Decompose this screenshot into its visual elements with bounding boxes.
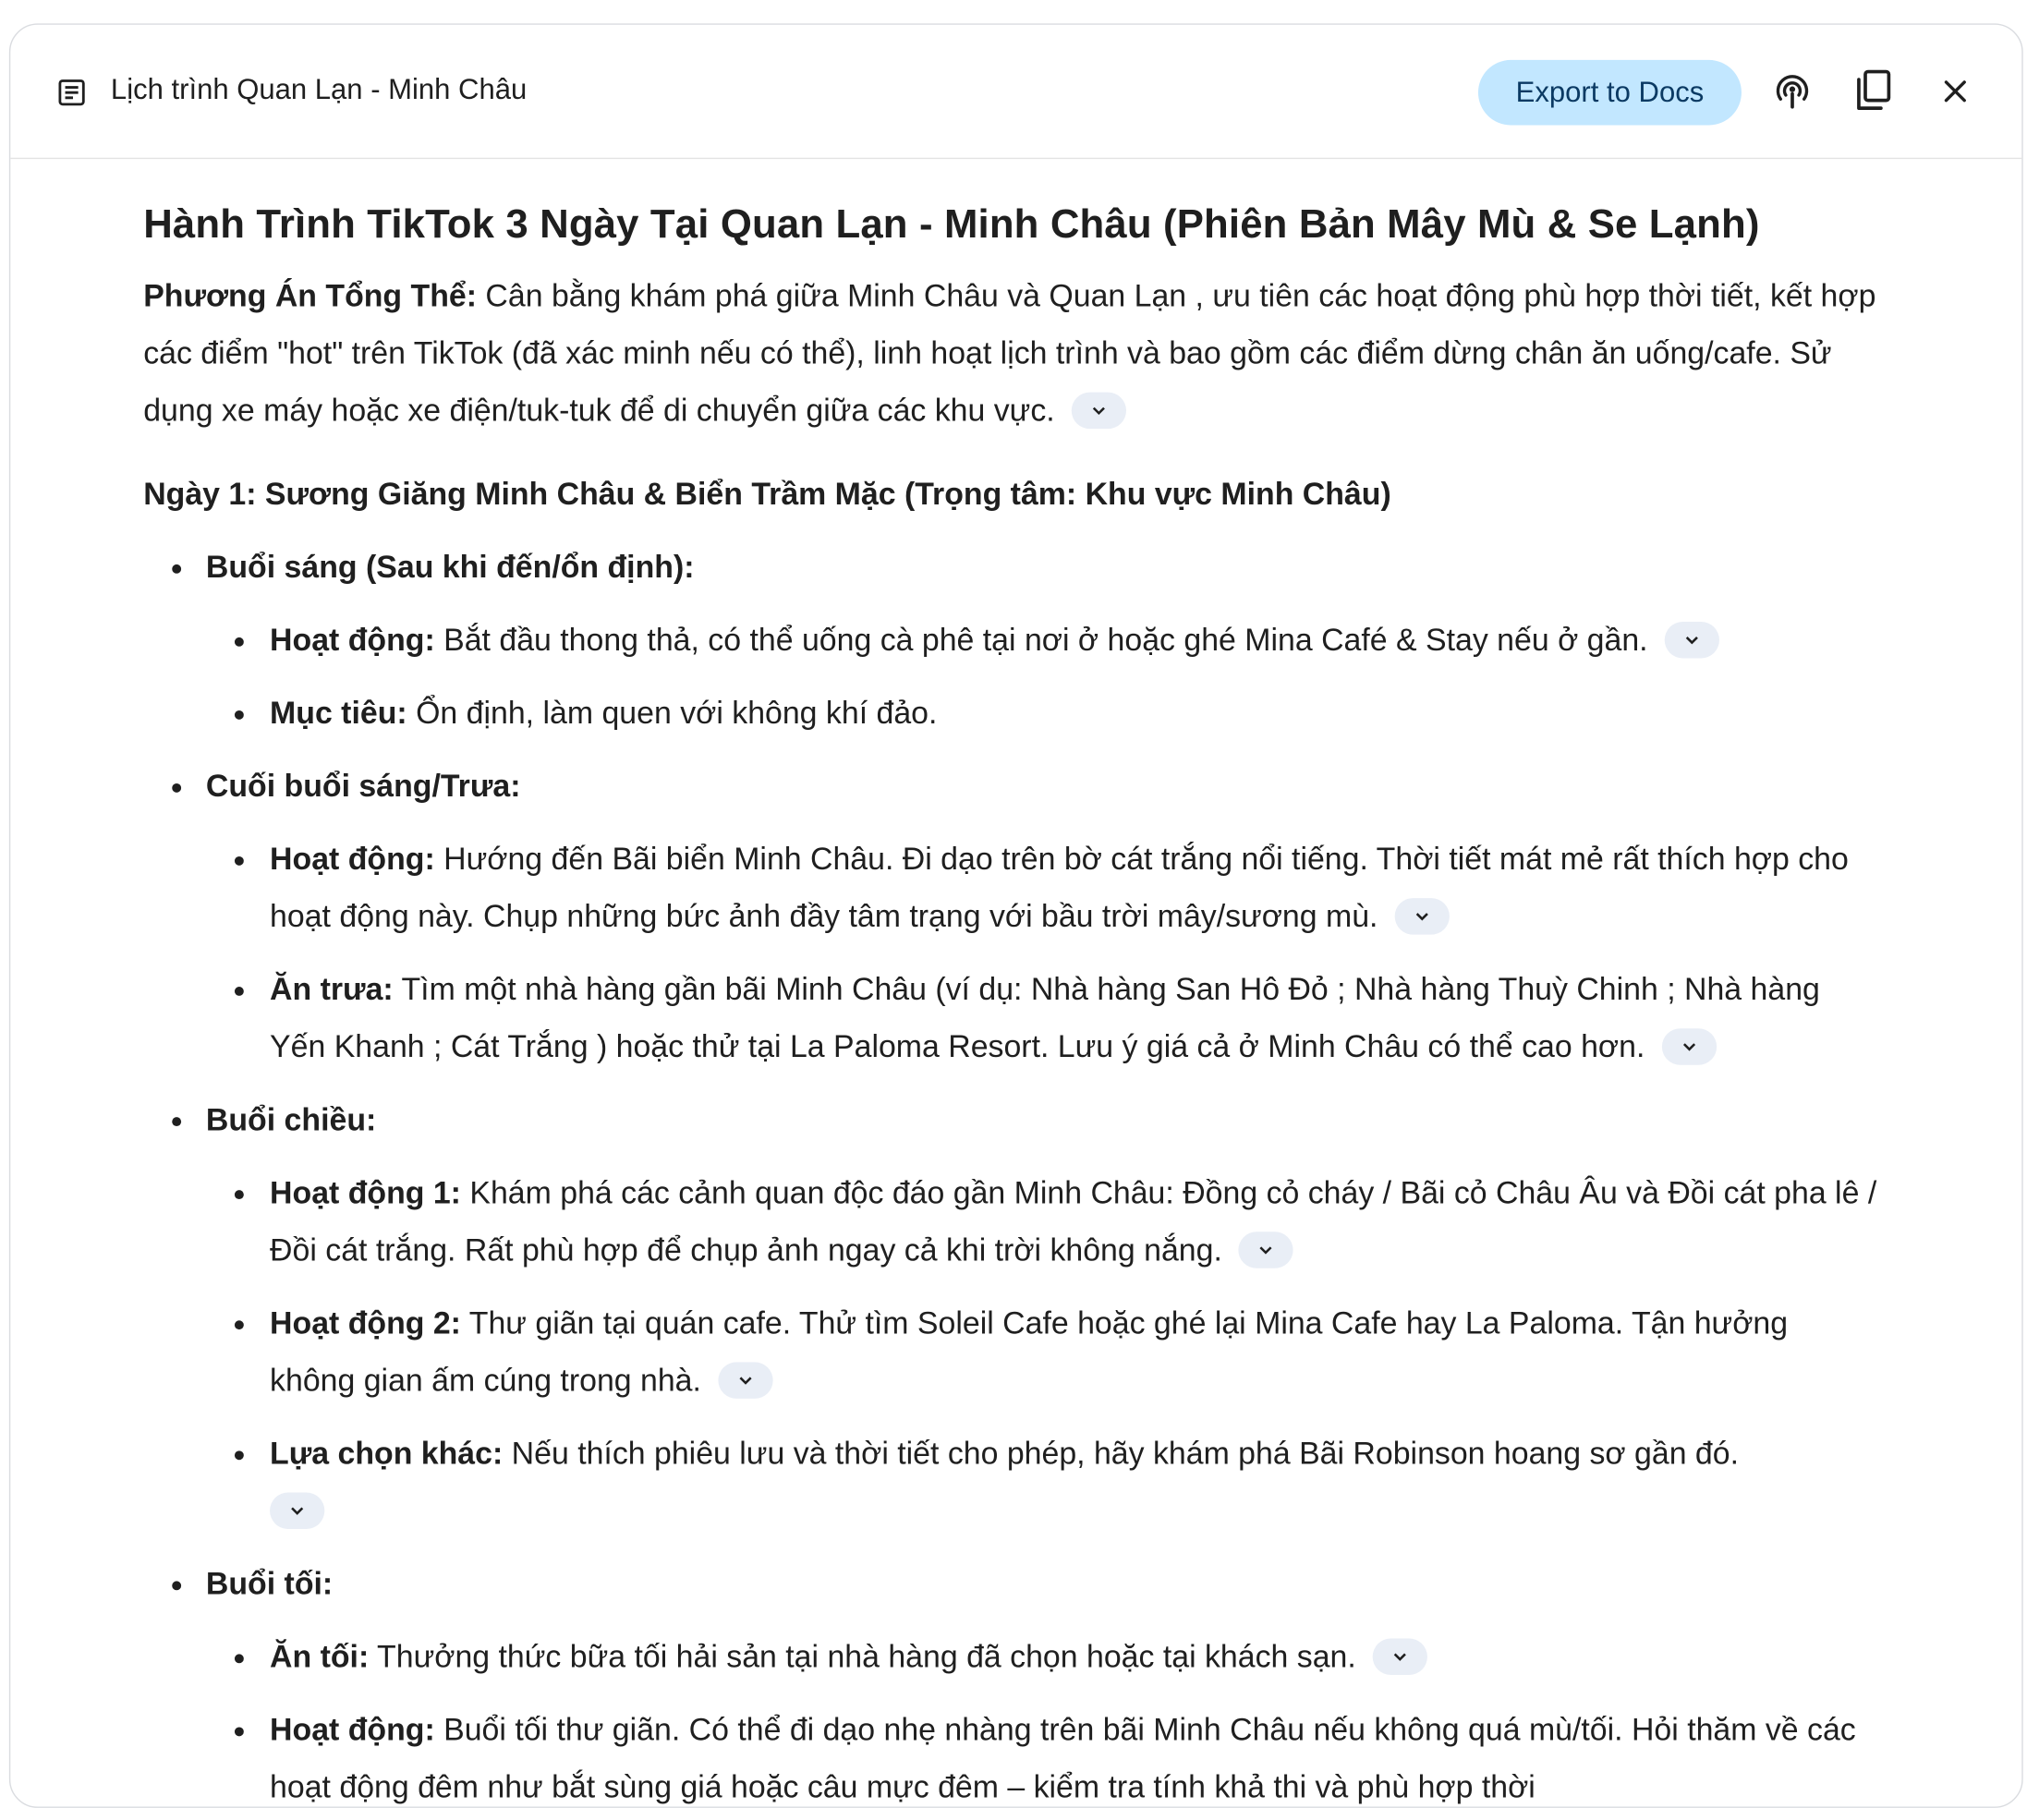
dinner-text: Thưởng thức bữa tối hải sản tại nhà hàng đã chọn hoặc tại khách sạn.: [369, 1639, 1356, 1676]
alternative-text: Nếu thích phiêu lưu và thời tiết cho phép, hãy khám phá Bãi Robinson hoang sơ gần đó.: [503, 1436, 1740, 1472]
source-expand-button[interactable]: [718, 1362, 772, 1399]
panel-title: Lịch trình Quan Lạn - Minh Châu: [110, 73, 528, 106]
activity-text: Khám phá các cảnh quan độc đáo gần Minh Châu: Đồng cỏ cháy / Bãi cỏ Châu Âu và Đồi cát pha lê / Đồi cát trắng. Rất phù hợp để chụp ảnh ngay cả khi trời không nắng.: [270, 1175, 1877, 1268]
source-expand-button[interactable]: [1394, 898, 1449, 935]
chevron-down-icon: [1681, 1039, 1696, 1052]
day1-list: [143, 540, 1876, 1808]
close-button[interactable]: [1932, 67, 1979, 115]
itinerary-heading: Hành Trình TikTok 3 Ngày Tại Quan Lạn - Minh Châu (Phiên Bản Mây Mù & Se Lạnh): [143, 200, 1760, 247]
copy-button[interactable]: [1850, 67, 1897, 115]
copy-icon: [1852, 69, 1894, 114]
goal-text: Ổn định, làm quen với không khí đảo.: [407, 696, 938, 732]
list-item: [206, 1426, 1877, 1541]
list-item: [206, 831, 1877, 946]
afternoon-title: Buổi chiều:: [205, 1102, 377, 1138]
day1-title: Ngày 1: Sương Giăng Minh Châu & Biển Trầm Mặc (Trọng tâm: Khu vực Minh Châu): [143, 477, 1391, 513]
export-to-docs-button[interactable]: Export to Docs: [1478, 60, 1742, 126]
source-expand-button[interactable]: [270, 1492, 324, 1529]
document-icon: [56, 77, 88, 108]
activity-text: Buổi tối thư giãn. Có thể đi dạo nhẹ nhàng trên bãi Minh Châu nếu không quá mù/tối. Hỏi thăm về các hoạt động đêm như bắt sùng giá hoặc câu mực đêm – kiểm tra tính khả thi và phù hợp thời: [270, 1712, 1856, 1806]
lunch-label: Ăn trưa:: [270, 972, 394, 1008]
list-item: [143, 758, 1876, 1076]
activity-label: Hoạt động 2:: [270, 1305, 461, 1341]
source-expand-button[interactable]: [1661, 1028, 1716, 1065]
activity-text: Thư giãn tại quán cafe. Thử tìm Soleil Cafe hoặc ghé lại Mina Cafe hay La Paloma. Tận hưởng không gian ấm cúng trong nhà.: [270, 1305, 1789, 1399]
overall-plan-text: Cân bằng khám phá giữa Minh Châu và Quan Lạn , ưu tiên các hoạt động phù hợp thời tiết, kết hợp các điểm "hot" trên TikTok (đã xác minh nếu có thể), linh hoạt lịch trình và bao gồm các điểm dừng chân ăn uống/cafe. Sử dụng xe máy hoặc xe điện/tuk-tuk để di chuyển giữa các khu vực.: [143, 278, 1876, 430]
list-item: [206, 686, 1877, 743]
activity-label: Hoạt động 1:: [270, 1175, 461, 1211]
chevron-down-icon: [737, 1374, 753, 1387]
audio-overview-button[interactable]: [1769, 67, 1816, 115]
itinerary-content: [143, 200, 1876, 1808]
dinner-label: Ăn tối:: [270, 1639, 370, 1676]
list-item: [206, 1295, 1877, 1410]
chevron-down-icon: [289, 1504, 305, 1517]
activity-label: Hoạt động:: [270, 1712, 435, 1749]
alternative-label: Lựa chọn khác:: [270, 1436, 504, 1472]
source-expand-button[interactable]: [1239, 1232, 1293, 1268]
chevron-down-icon: [1414, 909, 1429, 922]
list-item: [206, 962, 1877, 1076]
list-item: [143, 540, 1876, 743]
list-item: [206, 1165, 1877, 1280]
podcast-icon: [1771, 70, 1813, 112]
evening-title: Buổi tối:: [205, 1566, 334, 1602]
goal-label: Mục tiêu:: [270, 696, 407, 732]
lunch-text: Tìm một nhà hàng gần bãi Minh Châu (ví dụ: Nhà hàng San Hô Đỏ ; Nhà hàng Thuỳ Chinh ; Nhà hàng Yến Khanh ; Cát Trắng ) hoặc thử tại La Paloma Resort. Lưu ý giá cả ở Minh Châu có thể cao hơn.: [270, 972, 1820, 1065]
activity-label: Hoạt động:: [270, 623, 435, 659]
close-icon: [1941, 77, 1970, 105]
chevron-down-icon: [1091, 404, 1107, 417]
chevron-down-icon: [1258, 1244, 1274, 1256]
activity-label: Hoạt động:: [270, 842, 435, 878]
panel-header: [10, 25, 2021, 159]
source-expand-button[interactable]: [1072, 392, 1126, 429]
source-expand-button[interactable]: [1373, 1638, 1427, 1675]
list-item: [206, 613, 1877, 670]
noon-title: Cuối buổi sáng/Trưa:: [205, 769, 521, 805]
activity-text: Hướng đến Bãi biển Minh Châu. Đi dạo trên bờ cát trắng nổi tiếng. Thời tiết mát mẻ rất thích hợp cho hoạt động này. Chụp những bức ảnh đầy tâm trạng với bầu trời mây/sương mù.: [270, 842, 1849, 935]
list-item: [206, 1703, 1877, 1808]
activity-text: Bắt đầu thong thả, có thể uống cà phê tại nơi ở hoặc ghé Mina Café & Stay nếu ở gần.: [434, 623, 1648, 659]
list-item: [143, 1092, 1876, 1540]
chevron-down-icon: [1684, 633, 1700, 646]
overall-plan-label: Phương Án Tổng Thể:: [143, 278, 478, 315]
morning-title: Buổi sáng (Sau khi đến/ổn định):: [205, 550, 695, 586]
source-expand-button[interactable]: [1664, 622, 1718, 659]
chevron-down-icon: [1392, 1650, 1408, 1663]
list-item: [143, 1557, 1876, 1808]
list-item: [206, 1630, 1877, 1687]
overall-plan: [143, 269, 1876, 441]
itinerary-panel: [9, 23, 2023, 1808]
